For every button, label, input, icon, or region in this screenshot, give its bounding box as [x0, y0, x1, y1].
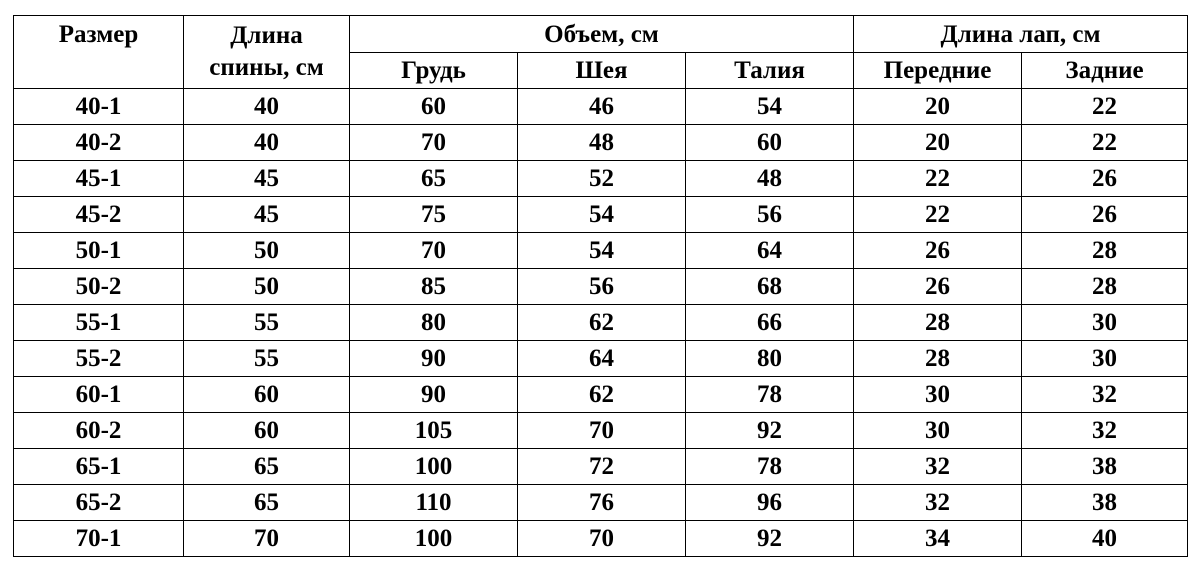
cell-chest: 110 — [350, 485, 518, 521]
cell-back-length: 65 — [184, 449, 350, 485]
table-row — [14, 197, 1188, 233]
table-row — [14, 413, 1188, 449]
table-row — [14, 305, 1188, 341]
header-chest: Грудь — [350, 53, 518, 89]
cell-rear-paw: 30 — [1022, 341, 1188, 377]
header-size: Размер — [14, 16, 184, 89]
cell-waist: 60 — [686, 125, 854, 161]
header-waist: Талия — [686, 53, 854, 89]
cell-back-length: 60 — [184, 413, 350, 449]
cell-waist: 64 — [686, 233, 854, 269]
cell-chest: 100 — [350, 521, 518, 557]
header-front: Передние — [854, 53, 1022, 89]
cell-rear-paw: 22 — [1022, 89, 1188, 125]
table-row — [14, 449, 1188, 485]
cell-rear-paw: 32 — [1022, 413, 1188, 449]
cell-front-paw: 26 — [854, 233, 1022, 269]
cell-neck: 54 — [518, 233, 686, 269]
cell-back-length: 40 — [184, 125, 350, 161]
cell-back-length: 40 — [184, 89, 350, 125]
cell-size: 40-1 — [14, 89, 184, 125]
header-back-length — [184, 16, 350, 89]
cell-neck: 70 — [518, 521, 686, 557]
table-row — [14, 269, 1188, 305]
cell-size: 50-1 — [14, 233, 184, 269]
cell-front-paw: 34 — [854, 521, 1022, 557]
cell-chest: 65 — [350, 161, 518, 197]
cell-size: 60-2 — [14, 413, 184, 449]
cell-waist: 56 — [686, 197, 854, 233]
cell-size: 45-2 — [14, 197, 184, 233]
cell-neck: 56 — [518, 269, 686, 305]
cell-front-paw: 20 — [854, 125, 1022, 161]
cell-size: 70-1 — [14, 521, 184, 557]
cell-size: 60-1 — [14, 377, 184, 413]
cell-waist: 96 — [686, 485, 854, 521]
cell-rear-paw: 38 — [1022, 449, 1188, 485]
cell-front-paw: 20 — [854, 89, 1022, 125]
header-back-length-line2: спины, см — [209, 54, 324, 81]
cell-neck: 62 — [518, 377, 686, 413]
cell-neck: 64 — [518, 341, 686, 377]
cell-back-length: 55 — [184, 305, 350, 341]
cell-neck: 72 — [518, 449, 686, 485]
cell-chest: 100 — [350, 449, 518, 485]
cell-back-length: 65 — [184, 485, 350, 521]
cell-front-paw: 30 — [854, 377, 1022, 413]
cell-waist: 68 — [686, 269, 854, 305]
cell-waist: 54 — [686, 89, 854, 125]
cell-waist: 66 — [686, 305, 854, 341]
cell-back-length: 45 — [184, 161, 350, 197]
table-row — [14, 89, 1188, 125]
cell-size: 65-1 — [14, 449, 184, 485]
cell-waist: 78 — [686, 377, 854, 413]
cell-chest: 70 — [350, 125, 518, 161]
cell-size: 55-1 — [14, 305, 184, 341]
cell-rear-paw: 30 — [1022, 305, 1188, 341]
cell-rear-paw: 22 — [1022, 125, 1188, 161]
cell-rear-paw: 28 — [1022, 269, 1188, 305]
cell-front-paw: 22 — [854, 197, 1022, 233]
table-row — [14, 377, 1188, 413]
cell-front-paw: 32 — [854, 449, 1022, 485]
cell-rear-paw: 26 — [1022, 197, 1188, 233]
cell-back-length: 50 — [184, 269, 350, 305]
cell-waist: 48 — [686, 161, 854, 197]
cell-chest: 85 — [350, 269, 518, 305]
cell-rear-paw: 26 — [1022, 161, 1188, 197]
table-body — [14, 89, 1188, 557]
table-row — [14, 233, 1188, 269]
table-row — [14, 161, 1188, 197]
cell-size: 50-2 — [14, 269, 184, 305]
table-row — [14, 341, 1188, 377]
header-neck: Шея — [518, 53, 686, 89]
cell-chest: 90 — [350, 377, 518, 413]
table-row — [14, 125, 1188, 161]
table-row — [14, 485, 1188, 521]
cell-front-paw: 32 — [854, 485, 1022, 521]
header-rear: Задние — [1022, 53, 1188, 89]
cell-waist: 92 — [686, 413, 854, 449]
cell-chest: 60 — [350, 89, 518, 125]
cell-rear-paw: 40 — [1022, 521, 1188, 557]
cell-back-length: 60 — [184, 377, 350, 413]
cell-neck: 62 — [518, 305, 686, 341]
cell-neck: 46 — [518, 89, 686, 125]
cell-rear-paw: 28 — [1022, 233, 1188, 269]
cell-neck: 70 — [518, 413, 686, 449]
cell-size: 45-1 — [14, 161, 184, 197]
header-paw-length-group: Длина лап, см — [854, 16, 1188, 53]
cell-front-paw: 26 — [854, 269, 1022, 305]
cell-waist: 80 — [686, 341, 854, 377]
size-chart — [13, 15, 1187, 557]
cell-chest: 70 — [350, 233, 518, 269]
cell-waist: 78 — [686, 449, 854, 485]
cell-back-length: 70 — [184, 521, 350, 557]
cell-back-length: 50 — [184, 233, 350, 269]
header-volume-group: Объем, см — [350, 16, 854, 53]
cell-neck: 54 — [518, 197, 686, 233]
cell-chest: 75 — [350, 197, 518, 233]
header-back-length-line1: Длина — [230, 21, 303, 49]
header-row-top — [14, 16, 1188, 53]
cell-rear-paw: 32 — [1022, 377, 1188, 413]
cell-front-paw: 30 — [854, 413, 1022, 449]
table-row — [14, 521, 1188, 557]
cell-front-paw: 28 — [854, 341, 1022, 377]
cell-front-paw: 28 — [854, 305, 1022, 341]
cell-neck: 76 — [518, 485, 686, 521]
cell-chest: 90 — [350, 341, 518, 377]
size-table — [13, 15, 1188, 557]
cell-front-paw: 22 — [854, 161, 1022, 197]
cell-back-length: 55 — [184, 341, 350, 377]
cell-size: 65-2 — [14, 485, 184, 521]
cell-waist: 92 — [686, 521, 854, 557]
cell-neck: 52 — [518, 161, 686, 197]
cell-size: 55-2 — [14, 341, 184, 377]
cell-size: 40-2 — [14, 125, 184, 161]
cell-chest: 105 — [350, 413, 518, 449]
cell-rear-paw: 38 — [1022, 485, 1188, 521]
cell-back-length: 45 — [184, 197, 350, 233]
cell-chest: 80 — [350, 305, 518, 341]
cell-neck: 48 — [518, 125, 686, 161]
